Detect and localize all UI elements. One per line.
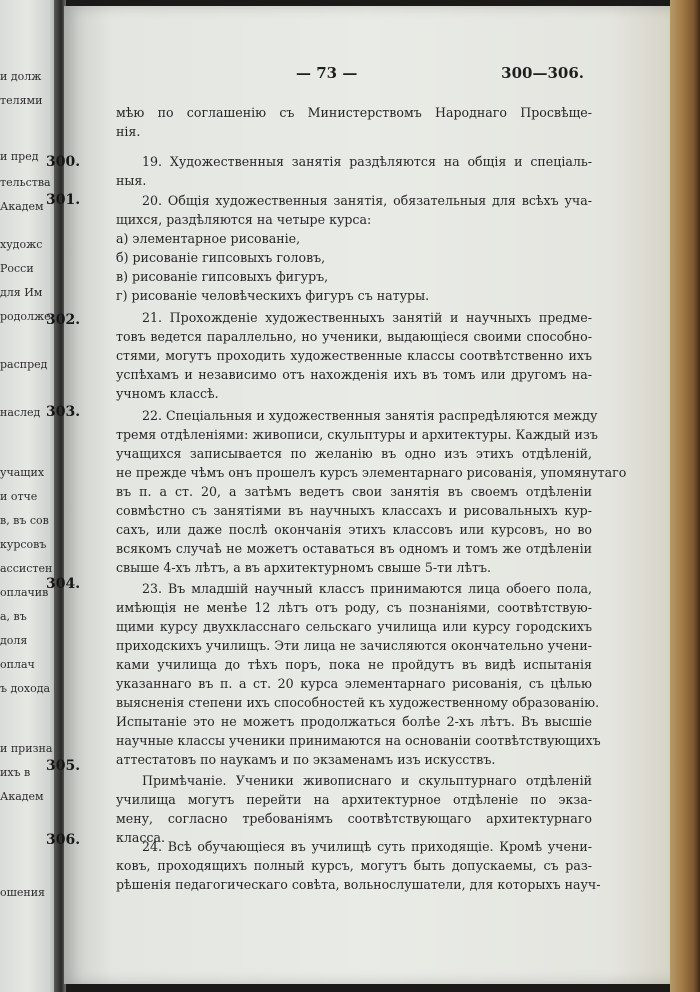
text-line: Испытаніе это не можетъ продолжаться болѣе 2-хъ лѣтъ. Въ высшіе <box>116 714 592 729</box>
text-line: товъ ведется параллельно, но ученики, выдающіеся своими способно- <box>116 329 592 344</box>
text-line: нія. <box>116 124 141 139</box>
left-page-fragment: Академ <box>0 790 44 803</box>
text-line: всякомъ случаѣ не можетъ оставаться въ одномъ и томъ же отдѣленіи <box>116 541 592 556</box>
note-line: Примѣчаніе. Ученики живописнаго и скульптурнаго отдѣленій <box>142 773 592 788</box>
left-page-fragment: Академ <box>0 200 44 213</box>
text-line: имѣющія не менѣе 12 лѣтъ отъ роду, съ познаніями, соотвѣтствую- <box>116 600 592 615</box>
section-number-305: 305. <box>46 758 81 774</box>
left-page-fragment: оплач <box>0 658 35 671</box>
section-number-303: 303. <box>46 404 81 420</box>
text-line: ковъ, проходящихъ полный курсъ, могутъ быть допускаемы, съ раз- <box>116 858 592 873</box>
left-page-fragment: учащих <box>0 466 45 479</box>
text-line: не прежде чѣмъ онъ прошелъ курсъ элементарнаго рисованія, упомянутаго <box>116 465 627 480</box>
text-line: аттестатовъ по наукамъ и по экзаменамъ изъ искусствъ. <box>116 752 496 767</box>
left-page-fragment: ошения <box>0 886 45 899</box>
left-page-fragment: оплачив <box>0 586 49 599</box>
left-page-fragment: и отче <box>0 490 38 503</box>
text-line: щихся, раздѣляются на четыре курса: <box>116 212 372 227</box>
left-page-fragment: доля <box>0 634 28 647</box>
left-page-fragment: курсовъ <box>0 538 47 551</box>
text-line: указаннаго въ п. а ст. 20 курса элементарнаго рисованія, съ цѣлью <box>116 676 592 691</box>
text-line: мѣю по соглашенію съ Министерствомъ Народнаго Просвѣще- <box>116 105 592 120</box>
text-line: приходскихъ училищъ. Эти лица не зачисляются окончательно учени- <box>116 638 592 653</box>
left-page-fragment: и долж <box>0 70 42 83</box>
note-line: мену, согласно требованіямъ соотвѣтствующаго архитектурнаго <box>116 811 592 826</box>
text-line: выясненія степени ихъ способностей къ художественному образованію. <box>116 695 600 710</box>
section-number-301: 301. <box>46 192 81 208</box>
text-line: учащихся записывается по желанію въ одно изъ этихъ отдѣленій, <box>116 446 592 461</box>
text-line: 19. Художественныя занятія раздѣляются на общія и спеціаль- <box>142 154 592 169</box>
page-header <box>64 64 672 88</box>
left-page-fragment: для Им <box>0 286 43 299</box>
left-page-fragment: и пред <box>0 150 39 163</box>
text-line: 20. Общія художественныя занятія, обязательныя для всѣхъ уча- <box>142 193 592 208</box>
left-page-fragment: ихъ в <box>0 766 31 779</box>
text-line: 22. Спеціальныя и художественныя занятія распредѣляются между <box>142 408 598 423</box>
text-line: 24. Всѣ обучающіеся въ училищѣ суть приходящіе. Кромѣ учени- <box>142 839 592 854</box>
list-item: г) рисованіе человѣческихъ фигуръ съ натуры. <box>116 288 430 303</box>
left-page-fragment: наслед <box>0 406 41 419</box>
text-line: ныя. <box>116 173 147 188</box>
text-line: 23. Въ младшій научный классъ принимаются лица обоего пола, <box>142 581 592 596</box>
text-line: тремя отдѣленіями: живописи, скульптуры и архитектуры. Каждый изъ <box>116 427 598 442</box>
list-item: в) рисованіе гипсовыхъ фигуръ, <box>116 269 329 284</box>
left-page-fragment: ъ дохода <box>0 682 51 695</box>
page-number: — 73 — <box>296 64 358 82</box>
left-page-fragment: телями <box>0 94 43 107</box>
text-line: научные классы ученики принимаются на основаніи соотвѣтствующихъ <box>116 733 601 748</box>
note-line: класса. <box>116 830 165 845</box>
text-line: въ п. а ст. 20, а затѣмъ ведетъ свои занятія въ своемъ отдѣленіи <box>116 484 592 499</box>
text-line: 21. Прохожденіе художественныхъ занятій и научныхъ предме- <box>142 310 592 325</box>
book-page <box>46 6 672 984</box>
left-page-fragment: ассистен <box>0 562 53 575</box>
section-number-302: 302. <box>46 312 81 328</box>
note-line: училища могутъ перейти на архитектурное отдѣленіе по экза- <box>116 792 592 807</box>
text-line: стями, могутъ проходить художественные классы соотвѣтственно ихъ <box>116 348 592 363</box>
left-page-fragment: тельства <box>0 176 51 189</box>
text-line: рѣшенія педагогическаго совѣта, вольнослушатели, для которыхъ науч- <box>116 877 601 892</box>
text-line: ками училища до тѣхъ поръ, пока не пройдутъ въ видѣ испытанія <box>116 657 592 672</box>
left-page-fragment: и призна <box>0 742 53 755</box>
left-page-fragment: в, въ сов <box>0 514 49 527</box>
section-number-306: 306. <box>46 832 81 848</box>
left-page-fragment: родолже <box>0 310 51 323</box>
left-page-fragment: распред <box>0 358 48 371</box>
text-line: свыше 4-хъ лѣтъ, а въ архитектурномъ свыше 5-ти лѣтъ. <box>116 560 492 575</box>
list-item: а) элементарное рисованіе, <box>116 231 301 246</box>
text-line: сахъ, или даже послѣ окончанія этихъ классовъ или курсовъ, но во <box>116 522 592 537</box>
text-line: учномъ классѣ. <box>116 386 219 401</box>
text-line: совмѣстно съ занятіями въ научныхъ классахъ и рисовальныхъ кур- <box>116 503 592 518</box>
left-page-fragment: художс <box>0 238 43 251</box>
section-number-300: 300. <box>46 154 81 170</box>
left-page-fragment: а, въ <box>0 610 27 623</box>
text-line: щими курсу двухкласснаго сельскаго училища или курсу городскихъ <box>116 619 592 634</box>
left-page-fragment: Росси <box>0 262 34 275</box>
page-edge <box>670 0 700 992</box>
section-range: 300—306. <box>501 64 584 82</box>
text-line: успѣхамъ и независимо отъ нахожденія ихъ въ томъ или другомъ на- <box>116 367 592 382</box>
list-item: б) рисованіе гипсовыхъ головъ, <box>116 250 326 265</box>
section-number-304: 304. <box>46 576 81 592</box>
